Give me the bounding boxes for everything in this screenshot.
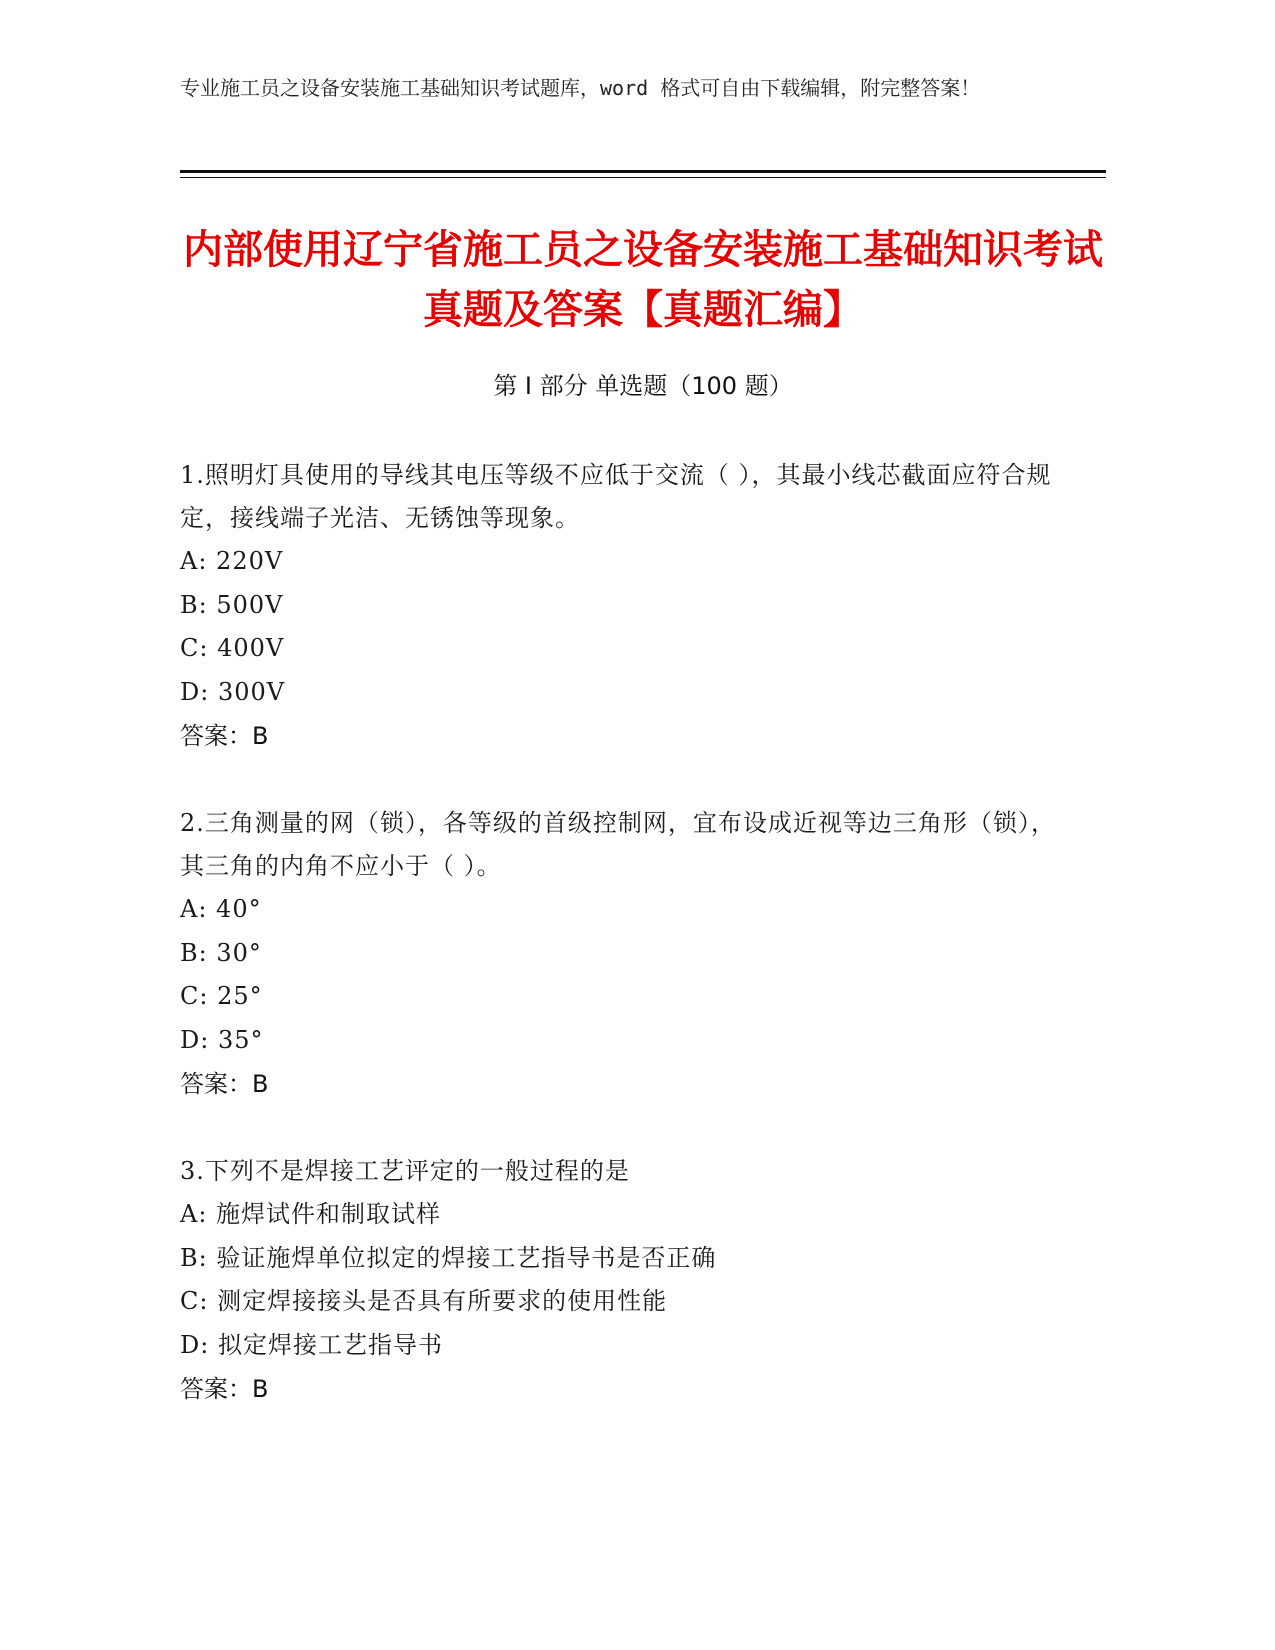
option-a: A: 施焊试件和制取试样 <box>180 1200 442 1228</box>
option-b: B: 500V <box>180 590 284 619</box>
answer-label: 答案：B <box>180 722 269 750</box>
option-d: D: 35° <box>180 1025 264 1054</box>
option-c: C: 400V <box>180 634 285 662</box>
header-divider-thick <box>180 170 1106 173</box>
option-c: C: 测定焊接接头是否具有所要求的使用性能 <box>180 1287 668 1315</box>
header-note: 专业施工员之设备安装施工基础知识考试题库，word 格式可自由下载编辑，附完整答案！ <box>180 76 981 100</box>
question-stem: 2.三角测量的网（锁），各等级的首级控制网，宜布设成近视等边三角形（锁），其三角的内角不应小于（ ）。 <box>180 809 1056 880</box>
document-title: 内部使用辽宁省施工员之设备安装施工基础知识考试真题及答案【真题汇编】 <box>183 227 1103 333</box>
answer-label: 答案：B <box>180 1375 269 1403</box>
question-stem: 3.下列不是焊接工艺评定的一般过程的是 <box>180 1157 630 1185</box>
question-stem: 1.照明灯具使用的导线其电压等级不应低于交流（ ），其最小线芯截面应符合规定，接线端子光洁、无锈蚀等现象。 <box>180 461 1052 532</box>
option-d: D: 拟定焊接工艺指导书 <box>180 1330 443 1359</box>
option-b: B: 验证施焊单位拟定的焊接工艺指导书是否正确 <box>180 1243 717 1272</box>
answer-label: 答案：B <box>180 1070 269 1098</box>
header-divider-thin <box>180 177 1106 178</box>
option-c: C: 25° <box>180 982 263 1010</box>
question-1 <box>180 454 1060 758</box>
question-3 <box>180 1150 1060 1411</box>
option-d: D: 300V <box>180 677 286 706</box>
section-heading: 第 I 部分 单选题（100 题） <box>493 372 793 400</box>
option-a: A: 40° <box>180 895 262 923</box>
question-2 <box>180 802 1060 1106</box>
option-a: A: 220V <box>180 547 284 575</box>
option-b: B: 30° <box>180 938 262 967</box>
